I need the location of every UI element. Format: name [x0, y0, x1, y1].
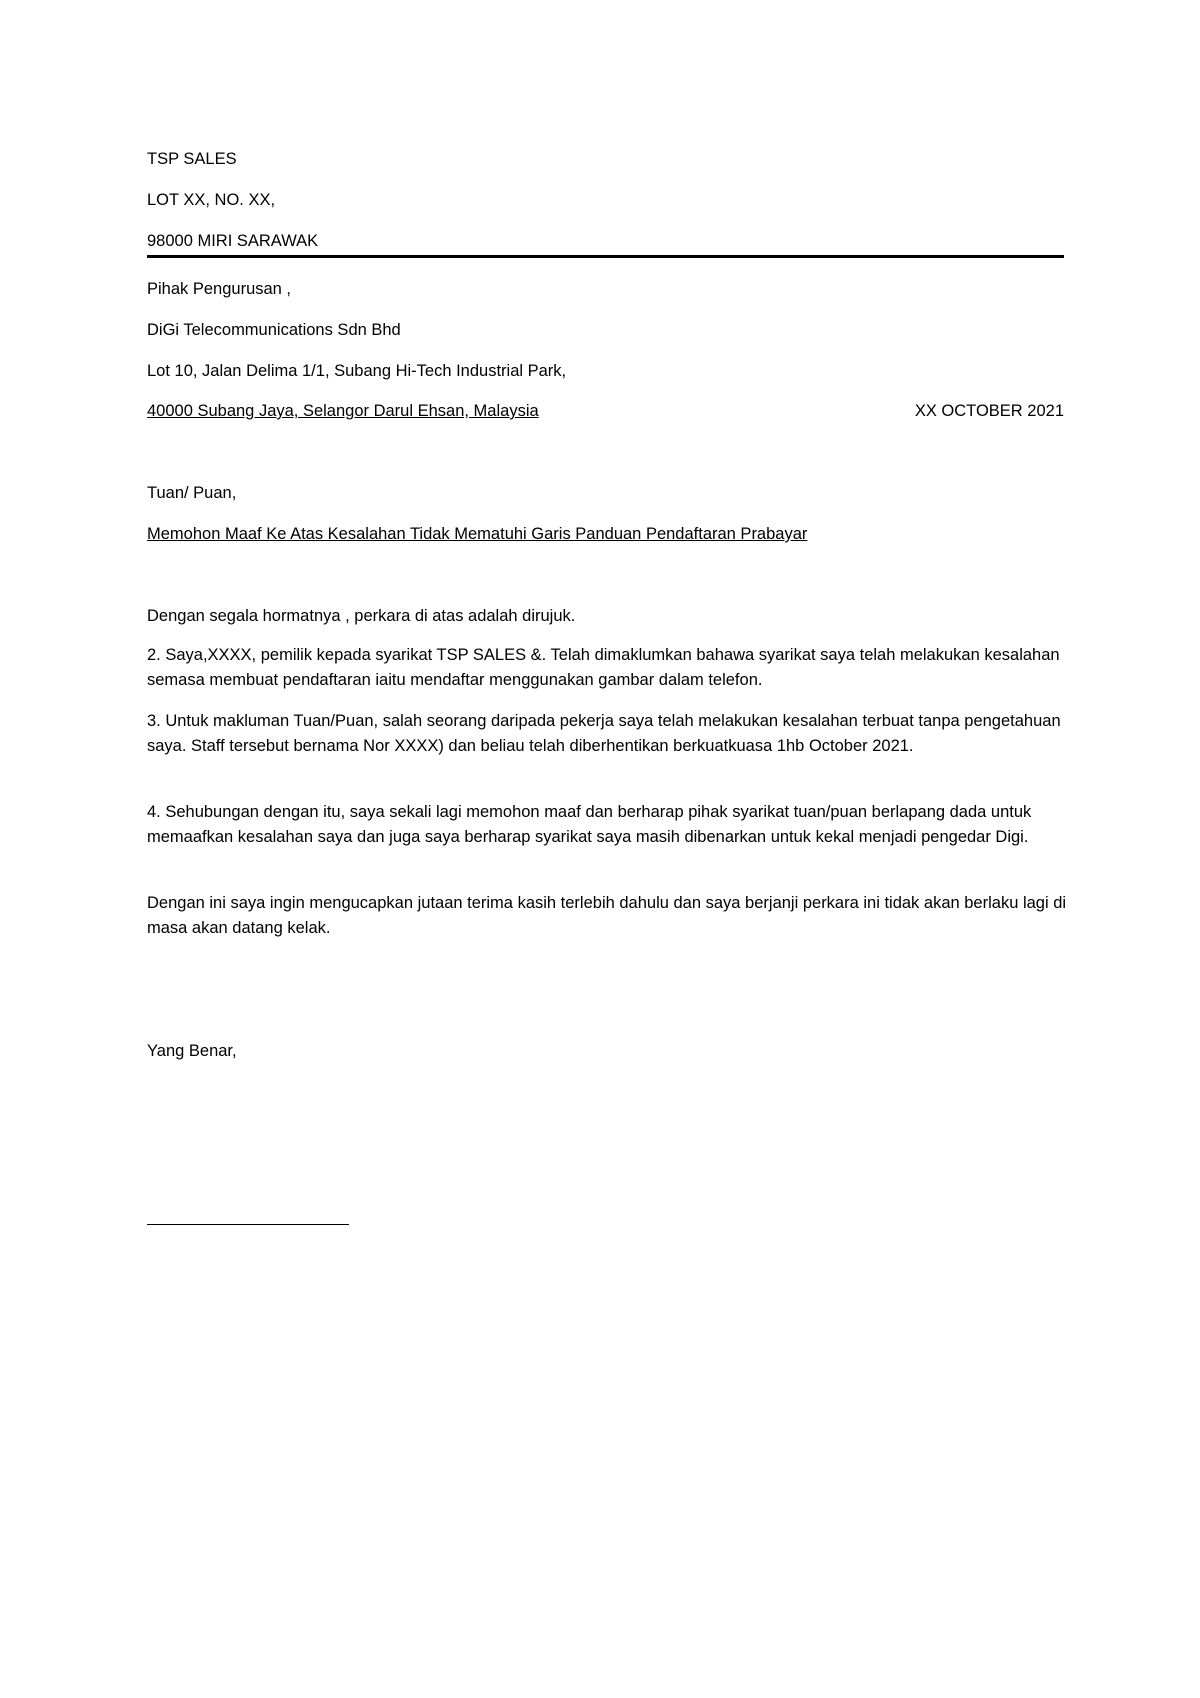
body-paragraph-3: 3. Untuk makluman Tuan/Puan, salah seorang daripada pekerja saya telah melakukan kesalahan terbuat tanpa pengetahuan saya. Staff tersebut bernama Nor XXXX) dan beliau telah diberhentikan berkuatkuasa 1hb October 2021. — [147, 712, 1061, 755]
signature-line — [147, 1224, 349, 1225]
body-paragraph-2: 2. Saya,XXXX, pemilik kepada syarikat TSP SALES &. Telah dimaklumkan bahawa syarikat saya telah melakukan kesalahan semasa membuat pendaftaran iaitu mendaftar menggunakan gambar dalam telefon. — [147, 646, 1060, 689]
body-paragraph-4: 4. Sehubungan dengan itu, saya sekali lagi memohon maaf dan berharap pihak syarikat tuan/puan berlapang dada untuk memaafkan kesalahan saya dan juga saya berharap syarikat saya masih dibenarkan untuk kekal menjadi pengedar Digi. — [147, 803, 1032, 846]
salutation: Tuan/ Puan, — [147, 484, 237, 502]
letterhead-divider — [147, 255, 1064, 258]
recipient-line3: Lot 10, Jalan Delima 1/1, Subang Hi-Tech Industrial Park, — [147, 362, 567, 380]
body-paragraph-1: Dengan segala hormatnya , perkara di atas adalah dirujuk. — [147, 607, 576, 625]
sender-name: TSP SALES — [147, 150, 237, 168]
recipient-line4: 40000 Subang Jaya, Selangor Darul Ehsan, Malaysia — [147, 402, 539, 420]
recipient-line2: DiGi Telecommunications Sdn Bhd — [147, 321, 401, 339]
body-paragraph-5: Dengan ini saya ingin mengucapkan jutaan terima kasih terlebih dahulu dan saya berjanji perkara ini tidak akan berlaku lagi di masa akan datang kelak. — [147, 894, 1067, 937]
sender-address-line1: LOT XX, NO. XX, — [147, 191, 276, 209]
sender-address-line2: 98000 MIRI SARAWAK — [147, 232, 319, 250]
recipient-line1: Pihak Pengurusan , — [147, 280, 292, 298]
letter-date: XX OCTOBER 2021 — [914, 402, 1064, 420]
closing: Yang Benar, — [147, 1042, 237, 1060]
subject-line: Memohon Maaf Ke Atas Kesalahan Tidak Mematuhi Garis Panduan Pendaftaran Prabayar — [147, 525, 808, 543]
